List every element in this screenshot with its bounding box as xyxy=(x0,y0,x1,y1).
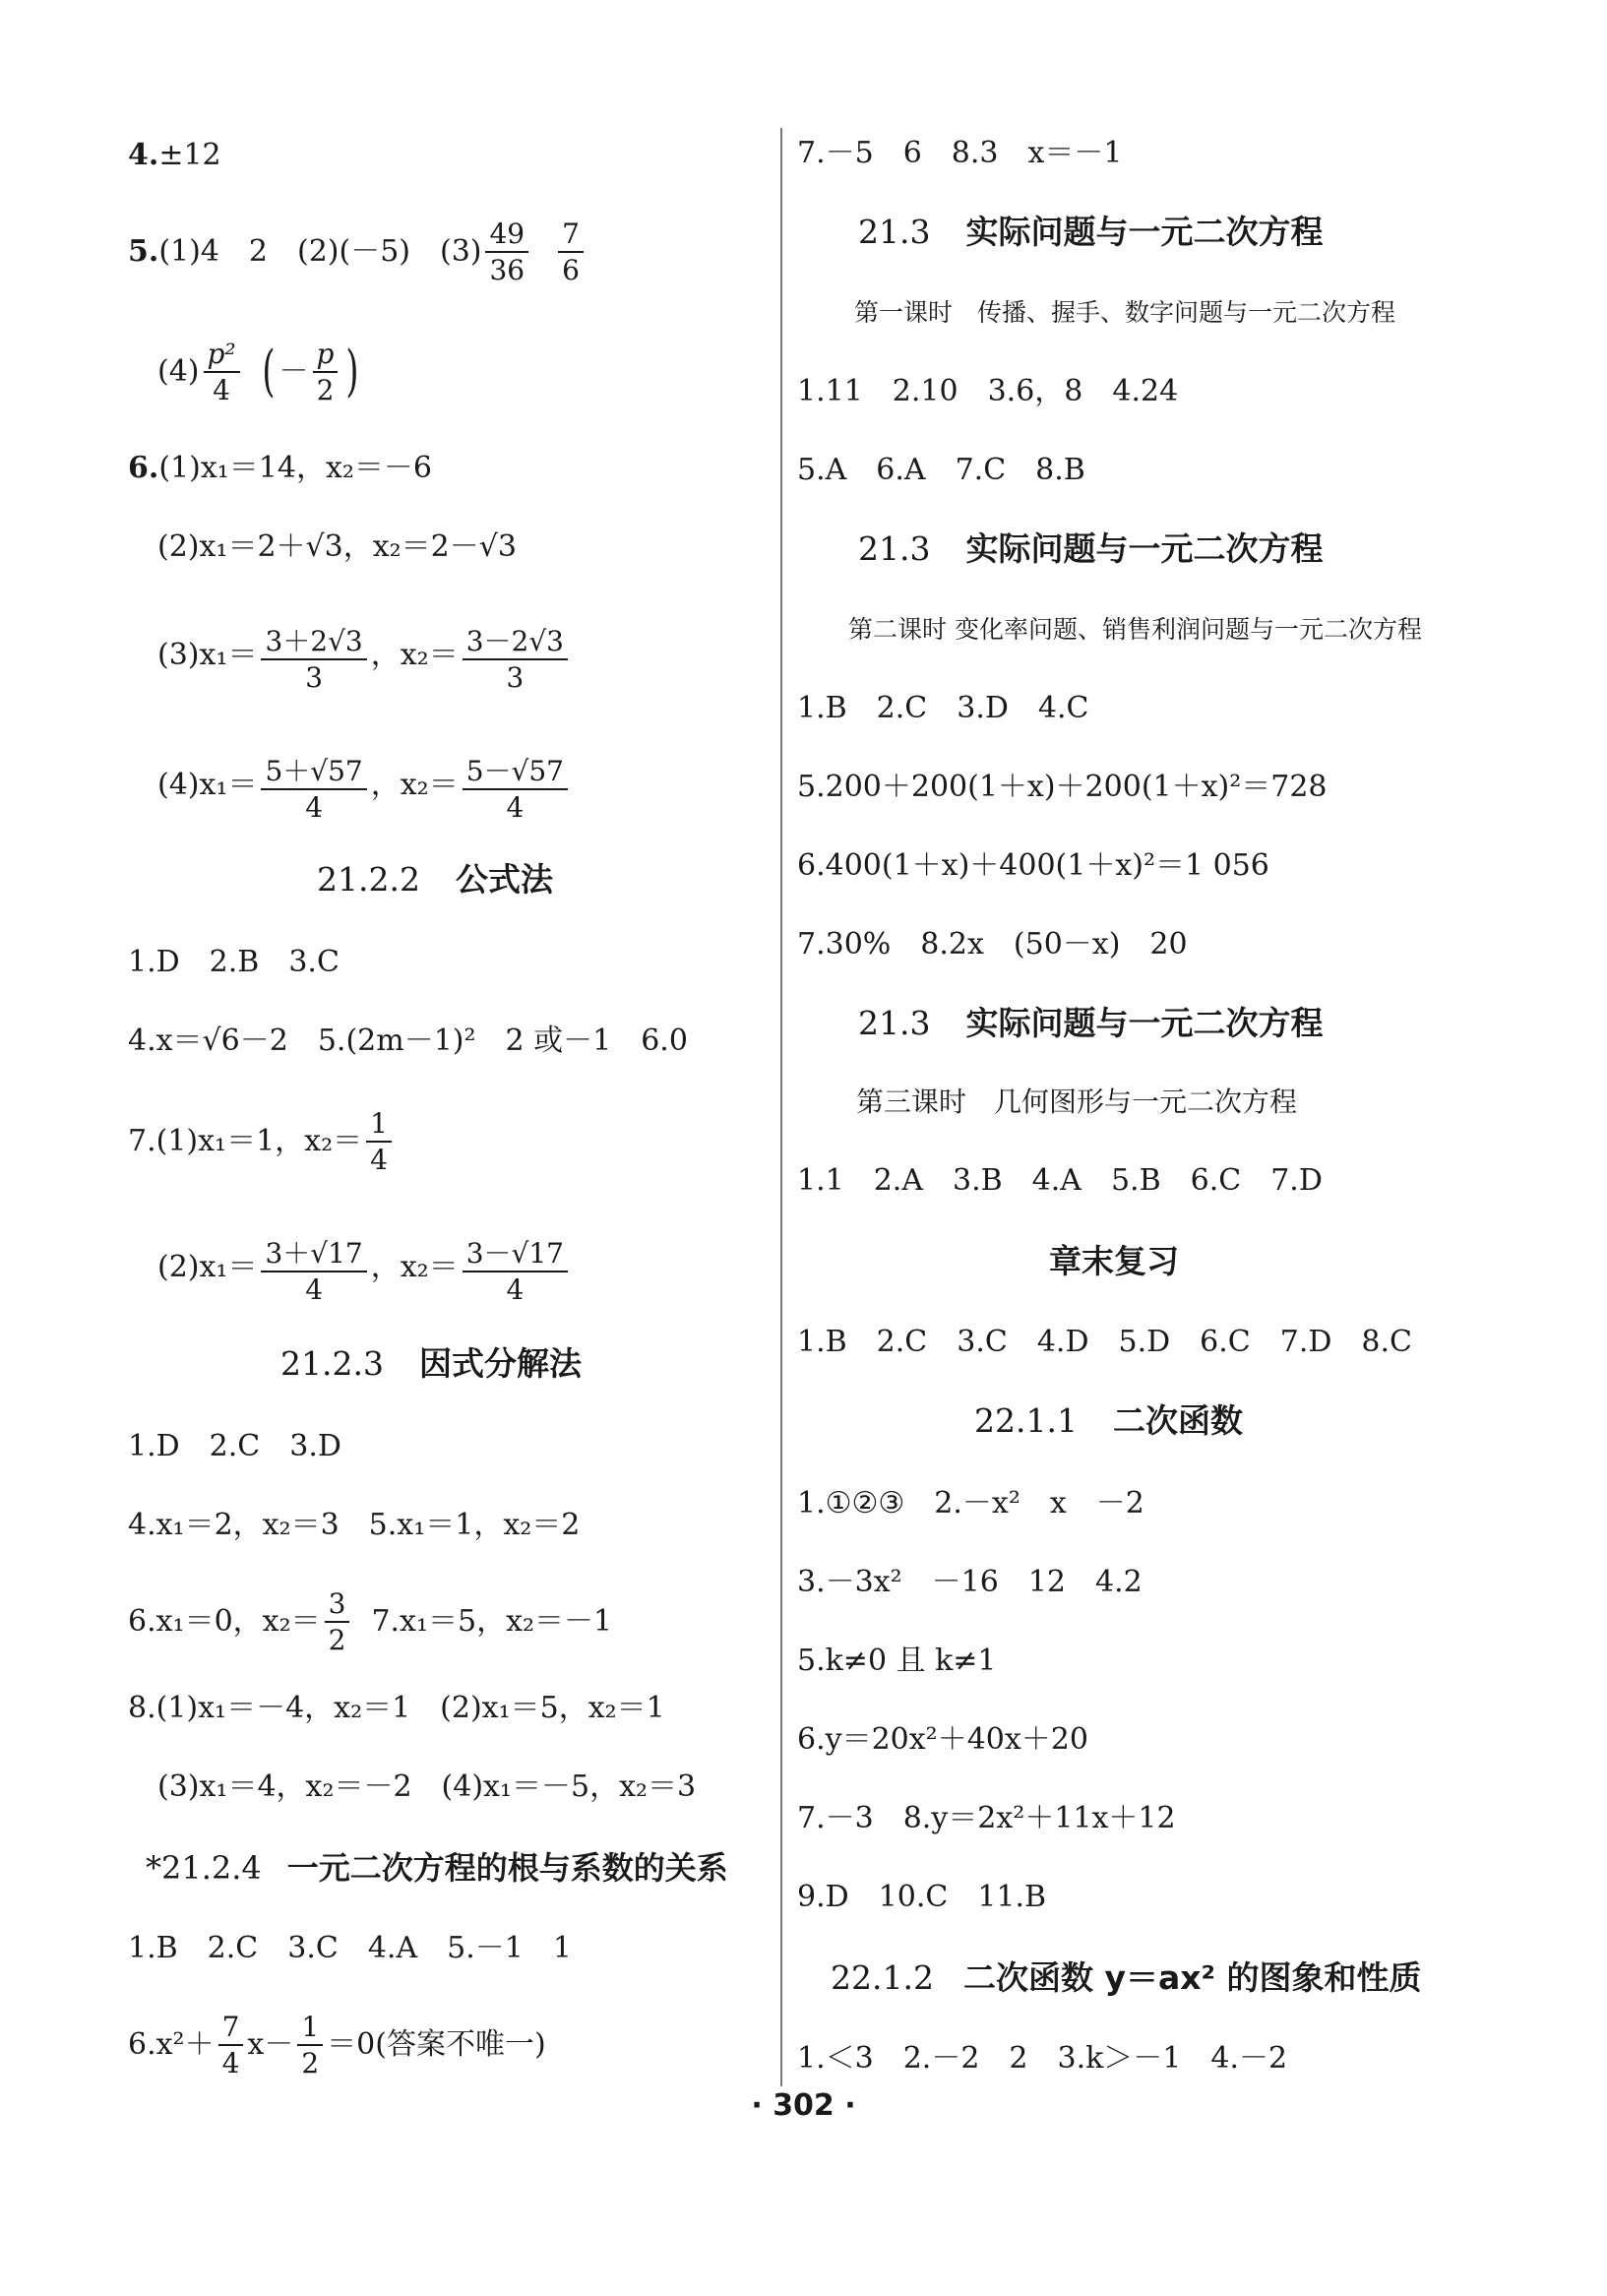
answer-text: (1)4 2 (2)(－5) (3) xyxy=(158,234,482,269)
answer-line xyxy=(157,1768,696,1807)
answer-line xyxy=(797,1799,1176,1838)
fraction xyxy=(218,2013,244,2078)
fraction xyxy=(261,757,366,822)
answer-line xyxy=(797,925,1188,964)
answer-line xyxy=(128,1022,688,1061)
answer-text: 1.①②③ 2.－x² x －2 xyxy=(797,1486,1144,1520)
answer-text: 1.B 2.C 3.C 4.A 5.－1 1 xyxy=(128,1931,572,1965)
denominator: 4 xyxy=(213,373,230,406)
answer-line xyxy=(797,1642,997,1681)
answer-text: (3)x₁＝ xyxy=(157,638,258,672)
answer-text: (1)x₁＝14，x₂＝－6 xyxy=(158,451,432,485)
lesson-subtitle: 第二课时 变化率问题、销售利润问题与一元二次方程 xyxy=(848,615,1422,644)
answer-text: 7.x₁＝5，x₂＝－1 xyxy=(371,1604,613,1639)
numerator: p² xyxy=(204,340,240,372)
column-divider xyxy=(780,128,782,2086)
numerator: 3＋√17 xyxy=(261,1239,366,1272)
answer-line xyxy=(797,768,1328,807)
answer-text: 1.＜3 2.－2 2 3.k＞－1 4.－2 xyxy=(797,2041,1288,2076)
fraction xyxy=(261,1239,366,1304)
answer-line: 6. (1)x₁＝14，x₂＝－6 xyxy=(128,449,432,488)
section-heading xyxy=(280,1342,582,1386)
denominator: 4 xyxy=(506,1272,525,1306)
answer-text: ，x₂＝ xyxy=(370,768,459,802)
answer-text: (4)x₁＝ xyxy=(157,768,258,802)
section-heading xyxy=(858,527,1323,571)
answer-line xyxy=(797,689,1089,728)
section-title: 一元二次方程的根与系数的关系 xyxy=(286,1849,728,1887)
answer-text: (4) xyxy=(157,354,200,389)
numerator: 3＋2√3 xyxy=(261,627,366,659)
denominator: 4 xyxy=(305,1272,324,1306)
answer-text: 7.30% 8.2x (50－x) 20 xyxy=(797,927,1188,962)
numerator: 1 xyxy=(366,1109,392,1142)
answer-line xyxy=(128,1929,572,1968)
fraction xyxy=(261,627,366,692)
section-title: 因式分解法 xyxy=(418,1344,582,1383)
answer-text: 1.D 2.C 3.D xyxy=(128,1429,341,1463)
answer-line xyxy=(797,451,1085,490)
denominator: 3 xyxy=(305,660,324,694)
answer-line: 5. (1)4 2 (2)(－5) (3) $\frac{49}{36}$ $\frac{7}{6}$ xyxy=(128,232,587,272)
answer-line xyxy=(128,1427,341,1466)
answer-text: 7.－3 8.y＝2x²＋11x＋12 xyxy=(797,1801,1176,1835)
answer-line xyxy=(797,1720,1088,1760)
section-title: 章末复习 xyxy=(1049,1242,1179,1280)
section-heading xyxy=(974,1399,1243,1443)
answer-text: 1.B 2.C 3.C 4.D 5.D 6.C 7.D 8.C xyxy=(797,1325,1413,1359)
answer-line xyxy=(157,527,517,567)
numerator: 3－√17 xyxy=(463,1239,568,1272)
numerator: 5＋√57 xyxy=(261,757,366,789)
answer-line xyxy=(128,1689,665,1728)
answer-text: 7.(1)x₁＝1，x₂＝ xyxy=(128,1124,363,1158)
numerator: 5－√57 xyxy=(463,757,568,789)
fraction xyxy=(463,757,568,822)
fraction xyxy=(463,1239,568,1304)
answer-text: 4.x₁＝2，x₂＝3 5.x₁＝1，x₂＝2 xyxy=(128,1508,581,1542)
section-heading xyxy=(146,1846,728,1890)
section-number: 21.3 xyxy=(858,1004,931,1042)
answer-text: ±12 xyxy=(158,138,221,172)
answer-text: 1.1 2.A 3.B 4.A 5.B 6.C 7.D xyxy=(797,1163,1323,1198)
answer-line xyxy=(797,1563,1143,1602)
fraction xyxy=(558,219,584,284)
denominator: 3 xyxy=(506,660,525,694)
section-title: 实际问题与一元二次方程 xyxy=(965,529,1324,568)
answer-text: 8.(1)x₁＝－4，x₂＝1 (2)x₁＝5，x₂＝1 xyxy=(128,1691,665,1725)
answer-text: 1.D 2.B 3.C xyxy=(128,945,340,979)
answer-text: 7.－5 6 8.3 x＝－1 xyxy=(797,136,1123,170)
answer-text: 4.x＝√6－2 5.(2m－1)² 2 或－1 6.0 xyxy=(128,1024,688,1058)
answer-line xyxy=(128,1587,613,1656)
numerator: 7 xyxy=(558,219,584,252)
fraction xyxy=(297,2013,323,2078)
section-heading xyxy=(317,858,553,901)
fraction xyxy=(485,219,528,284)
section-number: 22.1.2 xyxy=(831,1958,934,1997)
section-heading xyxy=(858,1002,1323,1045)
section-title: 二次函数 y＝ax² 的图象和性质 xyxy=(962,1958,1422,1997)
answer-text: 1.11 2.10 3.6，8 4.24 xyxy=(797,374,1179,408)
fraction xyxy=(204,340,240,404)
answer-line xyxy=(797,1878,1046,1917)
answer-line: 4. ±12 xyxy=(128,136,221,175)
answer-text: 3.－3x² －16 12 4.2 xyxy=(797,1565,1143,1599)
page-number: · 302 · xyxy=(751,2088,856,2123)
answer-text: 6.x₁＝0，x₂＝ xyxy=(128,1604,321,1639)
answer-line xyxy=(797,1323,1412,1362)
denominator: 4 xyxy=(221,2046,240,2079)
answer-text: ＝0(答案不唯一) xyxy=(327,2027,546,2062)
section-heading xyxy=(831,1956,1421,2000)
numerator: 3－2√3 xyxy=(463,627,568,659)
section-number: 22.1.1 xyxy=(974,1401,1078,1440)
answer-line xyxy=(128,943,340,982)
answer-text: 5.200＋200(1＋x)＋200(1＋x)²＝728 xyxy=(797,770,1328,804)
section-heading xyxy=(1049,1240,1179,1283)
answer-text: ，x₂＝ xyxy=(370,1250,459,1284)
fraction xyxy=(463,627,568,692)
numerator: p xyxy=(313,340,339,372)
answer-text: 5.A 6.A 7.C 8.B xyxy=(797,453,1085,487)
fraction xyxy=(366,1109,392,1174)
denominator: 4 xyxy=(506,790,525,824)
answer-line xyxy=(128,1506,580,1545)
denominator: 6 xyxy=(562,253,580,286)
denominator: 2 xyxy=(301,2046,320,2079)
answer-text: 1.B 2.C 3.D 4.C xyxy=(797,691,1089,725)
numerator: 3 xyxy=(325,1589,350,1622)
denominator: 2 xyxy=(316,373,335,406)
answer-line xyxy=(797,846,1269,886)
fraction xyxy=(325,1589,350,1654)
denominator: 4 xyxy=(305,790,324,824)
section-title: 实际问题与一元二次方程 xyxy=(965,1004,1324,1042)
answer-line xyxy=(128,1107,396,1176)
answer-line xyxy=(797,2039,1287,2079)
answer-text: (2)x₁＝2＋√3，x₂＝2－√3 xyxy=(157,529,517,564)
answer-line xyxy=(128,2011,546,2079)
denominator: 4 xyxy=(370,1143,388,1176)
answer-line xyxy=(797,1161,1323,1201)
answer-line xyxy=(797,1484,1144,1523)
numerator: 7 xyxy=(218,2013,244,2045)
answer-text: 9.D 10.C 11.B xyxy=(797,1880,1047,1914)
lesson-subtitle: 第三课时 几何图形与一元二次方程 xyxy=(856,1086,1298,1118)
section-title: 实际问题与一元二次方程 xyxy=(965,213,1324,251)
answer-text: 6.x²＋ xyxy=(128,2027,215,2062)
fraction xyxy=(313,340,339,404)
numerator: 49 xyxy=(485,219,528,252)
answer-line xyxy=(157,625,572,694)
answer-line xyxy=(797,372,1178,411)
answer-text: 5.k≠0 且 k≠1 xyxy=(797,1644,997,1678)
answer-line xyxy=(157,755,572,824)
denominator: 36 xyxy=(489,253,525,286)
answer-text: (2)x₁＝ xyxy=(157,1250,258,1284)
answer-line xyxy=(157,1237,572,1306)
page-number-text: 302 xyxy=(773,2088,834,2123)
section-number: 21.3 xyxy=(858,213,931,251)
answer-text: x－ xyxy=(247,2027,294,2062)
answer-text: 6.y＝20x²＋40x＋20 xyxy=(797,1722,1088,1757)
section-title: 公式法 xyxy=(455,860,553,899)
answer-line: (4) $\frac{\text{p²}}{4}$ ( － $\frac{p}{2}$ ) xyxy=(157,338,359,406)
answer-text: 6.400(1＋x)＋400(1＋x)²＝1 056 xyxy=(797,848,1269,883)
answer-text: (3)x₁＝4，x₂＝－2 (4)x₁＝－5，x₂＝3 xyxy=(157,1769,697,1804)
section-number: 21.3 xyxy=(858,529,931,568)
lesson-subtitle: 第一课时 传播、握手、数字问题与一元二次方程 xyxy=(854,298,1396,327)
answer-line xyxy=(797,134,1123,173)
section-number: *21.2.4 xyxy=(146,1849,262,1887)
answer-text: ，x₂＝ xyxy=(370,638,459,672)
section-number: 21.2.2 xyxy=(317,860,420,899)
denominator: 2 xyxy=(328,1623,346,1656)
numerator: 1 xyxy=(297,2013,323,2045)
section-heading xyxy=(858,211,1323,254)
section-title: 二次函数 xyxy=(1112,1401,1243,1440)
section-number: 21.2.3 xyxy=(280,1344,384,1383)
